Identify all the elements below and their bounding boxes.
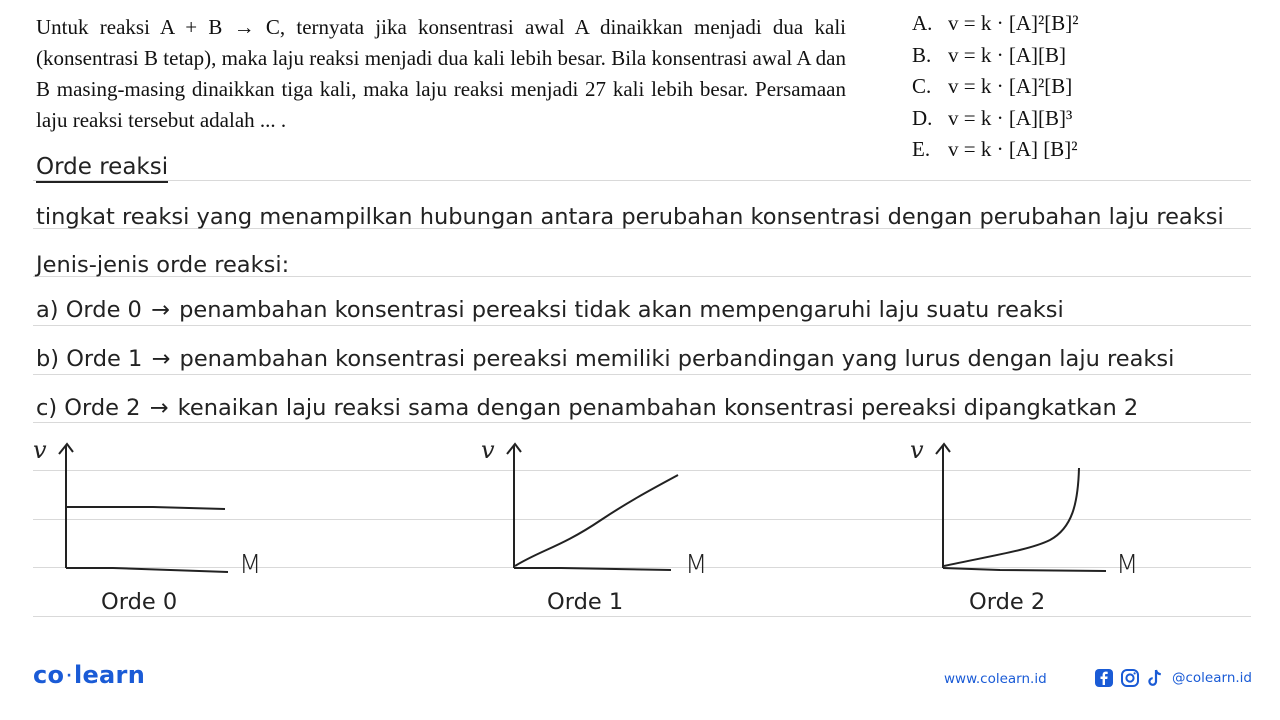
option-formula: v = k · [A] [B]² bbox=[948, 137, 1078, 161]
x-axis-label: M bbox=[685, 550, 708, 580]
ruled-line bbox=[33, 180, 1251, 181]
y-axis-label: v bbox=[910, 436, 924, 464]
website-link[interactable]: www.colearn.id bbox=[944, 671, 1047, 687]
definition-text: tingkat reaksi yang menampilkan hubungan antara perubahan konsentrasi dengan perubahan laju reaksi bbox=[36, 204, 1224, 230]
option-formula: v = k · [A]²[B]² bbox=[948, 11, 1079, 35]
rate-curve bbox=[944, 468, 1079, 566]
social-handle[interactable]: @colearn.id bbox=[1172, 670, 1252, 686]
logo-text-right: learn bbox=[73, 661, 146, 689]
logo-dot: · bbox=[66, 668, 72, 684]
option-formula: v = k · [A][B] bbox=[948, 42, 1066, 67]
option-d[interactable] bbox=[912, 103, 1079, 135]
option-letter: D. bbox=[912, 105, 933, 130]
x-axis bbox=[66, 568, 228, 572]
x-axis-label: M bbox=[1116, 550, 1139, 580]
instagram-icon[interactable] bbox=[1120, 668, 1140, 688]
order-label: c) Orde 2 bbox=[36, 395, 141, 421]
brand-logo bbox=[33, 661, 145, 689]
option-letter: E. bbox=[912, 137, 931, 161]
order-description: penambahan konsentrasi pereaksi tidak akan mempengaruhi laju suatu reaksi bbox=[179, 297, 1064, 323]
order-label: a) Orde 0 bbox=[36, 297, 142, 323]
facebook-icon[interactable] bbox=[1094, 668, 1114, 688]
order-label: b) Orde 1 bbox=[36, 346, 143, 372]
answer-options bbox=[912, 8, 1079, 166]
tiktok-icon[interactable] bbox=[1146, 668, 1164, 688]
option-letter: A. bbox=[912, 11, 933, 35]
ruled-line bbox=[33, 616, 1251, 617]
x-axis bbox=[514, 568, 671, 570]
graph-order-2 bbox=[910, 432, 1150, 582]
option-b[interactable] bbox=[912, 40, 1079, 72]
arrow-right-icon: → bbox=[151, 297, 170, 323]
notes-heading: Orde reaksi bbox=[36, 153, 168, 183]
option-letter: C. bbox=[912, 74, 932, 98]
option-c[interactable] bbox=[912, 71, 1079, 103]
y-axis bbox=[936, 444, 950, 568]
social-links bbox=[1094, 668, 1252, 688]
option-e[interactable] bbox=[912, 134, 1079, 166]
y-axis-label: v bbox=[481, 436, 495, 464]
question-text: Untuk reaksi A + B → C, ternyata jika konsentrasi awal A dinaikkan menjadi dua kali (konsentrasi B tetap), maka laju reaksi menjadi dua kali lebih besar. Bila konsentrasi awal A dan B masing-masing dinaikkan tiga kali, maka laju reaksi menjadi 27 kali lebih besar. Persamaan laju reaksi tersebut adalah ... . bbox=[36, 15, 846, 132]
rate-curve bbox=[515, 475, 678, 566]
x-axis-label: M bbox=[239, 550, 262, 580]
x-axis bbox=[943, 568, 1106, 571]
graph-caption: Orde 1 bbox=[547, 589, 624, 615]
option-formula: v = k · [A]²[B] bbox=[948, 74, 1073, 98]
arrow-right-icon: → bbox=[151, 346, 171, 372]
logo-text-left: co bbox=[33, 661, 65, 689]
arrow-right-icon: → bbox=[149, 395, 169, 421]
graph-caption: Orde 0 bbox=[101, 589, 178, 615]
order-0-note bbox=[36, 295, 1064, 325]
rate-curve bbox=[67, 507, 225, 509]
order-2-note bbox=[36, 393, 1138, 423]
ruled-line bbox=[33, 325, 1251, 326]
y-axis bbox=[507, 444, 521, 568]
order-description: kenaikan laju reaksi sama dengan penambahan konsentrasi pereaksi dipangkatkan 2 bbox=[177, 395, 1139, 421]
types-title: Jenis-jenis orde reaksi: bbox=[36, 252, 290, 278]
graph-order-0 bbox=[33, 432, 273, 582]
graph-caption: Orde 2 bbox=[969, 589, 1046, 615]
option-formula: v = k · [A][B]³ bbox=[948, 105, 1073, 130]
graph-order-1 bbox=[481, 432, 721, 582]
ruled-line bbox=[33, 374, 1251, 375]
y-axis-label: v bbox=[33, 436, 47, 464]
order-description: penambahan konsentrasi pereaksi memiliki perbandingan yang lurus dengan laju reaksi bbox=[179, 346, 1175, 372]
order-1-note bbox=[36, 344, 1174, 374]
option-letter: B. bbox=[912, 42, 932, 67]
option-a[interactable] bbox=[912, 8, 1079, 40]
